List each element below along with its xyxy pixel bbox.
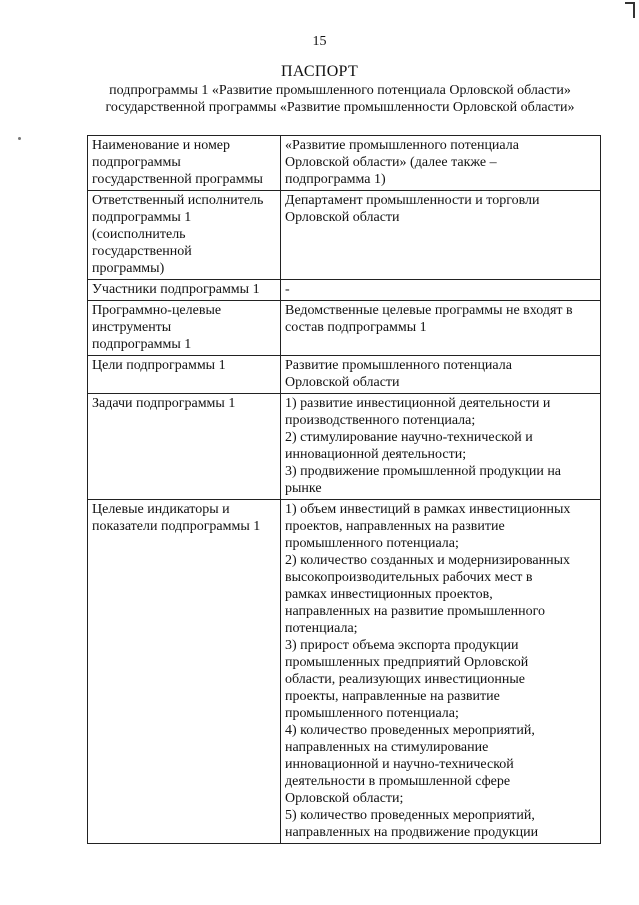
- row-value-line: промышленного потенциала;: [285, 536, 459, 551]
- row-value-line: 1) объем инвестиций в рамках инвестиционных: [285, 502, 571, 517]
- row-value-line: рамках инвестиционных проектов,: [285, 587, 493, 602]
- row-label-line: программы): [92, 261, 165, 276]
- row-value-line: -: [285, 282, 290, 297]
- row-label-line: подпрограммы 1: [92, 337, 192, 352]
- row-value-cell: [281, 280, 601, 301]
- row-value-line: проекты, направленные на развитие: [285, 689, 500, 704]
- row-value-line: области, реализующих инвестиционные: [285, 672, 525, 687]
- document-title: ПАСПОРТ: [280, 63, 359, 80]
- row-value-line: 5) количество проведенных мероприятий,: [285, 808, 535, 823]
- document-subtitle-line-1: подпрограммы 1 «Развитие промышленного потенциала Орловской области»: [109, 83, 571, 98]
- row-label-line: Программно-целевые: [92, 303, 222, 318]
- table-row: [88, 356, 601, 394]
- row-value-line: 3) продвижение промышленной продукции на: [285, 464, 562, 479]
- table-row: [88, 191, 601, 280]
- row-label-line: показатели подпрограммы 1: [92, 519, 261, 534]
- row-label-line: Цели подпрограммы 1: [92, 358, 226, 373]
- row-label-line: государственной: [92, 244, 192, 259]
- table-row: [88, 500, 601, 844]
- row-value-line: Ведомственные целевые программы не входят в: [285, 303, 573, 318]
- row-value-line: Орловской области: [285, 210, 400, 225]
- row-value-line: «Развитие промышленного потенциала: [285, 138, 519, 153]
- table-row: [88, 301, 601, 356]
- row-value-line: Орловской области: [285, 375, 400, 390]
- row-value-cell: [281, 301, 601, 356]
- page-number: 15: [312, 34, 327, 49]
- row-label-cell: [88, 500, 281, 844]
- row-value-line: деятельности в промышленной сфере: [285, 774, 511, 789]
- row-value-cell: [281, 356, 601, 394]
- row-label-line: Целевые индикаторы и: [92, 502, 230, 517]
- row-value-line: направленных на развитие промышленного: [285, 604, 545, 619]
- row-label-cell: [88, 301, 281, 356]
- table-row: [88, 280, 601, 301]
- row-value-cell: [281, 394, 601, 500]
- row-label-line: Наименование и номер: [92, 138, 231, 153]
- row-value-line: проектов, направленных на развитие: [285, 519, 505, 534]
- row-value-line: высокопроизводительных рабочих мест в: [285, 570, 533, 585]
- document-subtitle-line-2: государственной программы «Развитие промышленности Орловской области»: [105, 100, 575, 115]
- row-label-line: инструменты: [92, 320, 172, 335]
- row-label-cell: [88, 356, 281, 394]
- row-value-line: производственного потенциала;: [285, 413, 476, 428]
- row-value-line: состав подпрограммы 1: [285, 320, 427, 335]
- row-value-line: направленных на стимулирование: [285, 740, 489, 755]
- row-value-line: Орловской области» (далее также –: [285, 155, 497, 170]
- row-value-cell: [281, 191, 601, 280]
- row-label-line: (соисполнитель: [92, 227, 186, 242]
- table-row: [88, 136, 601, 191]
- row-label-line: подпрограммы 1: [92, 210, 192, 225]
- row-label-cell: [88, 136, 281, 191]
- row-label-line: государственной программы: [92, 172, 263, 187]
- row-value-line: Развитие промышленного потенциала: [285, 358, 512, 373]
- row-label-line: Задачи подпрограммы 1: [92, 396, 236, 411]
- row-value-line: Орловской области;: [285, 791, 404, 806]
- row-value-line: Департамент промышленности и торговли: [285, 193, 540, 208]
- row-label-cell: [88, 191, 281, 280]
- row-value-line: промышленных предприятий Орловской: [285, 655, 529, 670]
- row-value-line: потенциала;: [285, 621, 358, 636]
- scan-dot: [18, 137, 21, 140]
- row-label-line: Участники подпрограммы 1: [92, 282, 260, 297]
- row-label-line: Ответственный исполнитель: [92, 193, 264, 208]
- passport-table: [87, 135, 601, 844]
- row-value-line: 4) количество проведенных мероприятий,: [285, 723, 535, 738]
- row-value-line: 2) стимулирование научно-технической и: [285, 430, 533, 445]
- row-label-cell: [88, 280, 281, 301]
- row-label-line: подпрограммы: [92, 155, 181, 170]
- row-value-line: рынке: [285, 481, 322, 496]
- row-value-line: 3) прирост объема экспорта продукции: [285, 638, 519, 653]
- row-value-line: 1) развитие инвестиционной деятельности и: [285, 396, 551, 411]
- table-row: [88, 394, 601, 500]
- row-value-cell: [281, 500, 601, 844]
- row-value-line: подпрограмма 1): [285, 172, 386, 187]
- row-value-line: инновационной деятельности;: [285, 447, 467, 462]
- row-value-line: 2) количество созданных и модернизированных: [285, 553, 571, 568]
- row-value-cell: [281, 136, 601, 191]
- row-value-line: инновационной и научно-технической: [285, 757, 514, 772]
- row-value-line: направленных на продвижение продукции: [285, 825, 539, 840]
- row-label-cell: [88, 394, 281, 500]
- scan-corner-mark: [625, 2, 635, 18]
- row-value-line: промышленного потенциала;: [285, 706, 459, 721]
